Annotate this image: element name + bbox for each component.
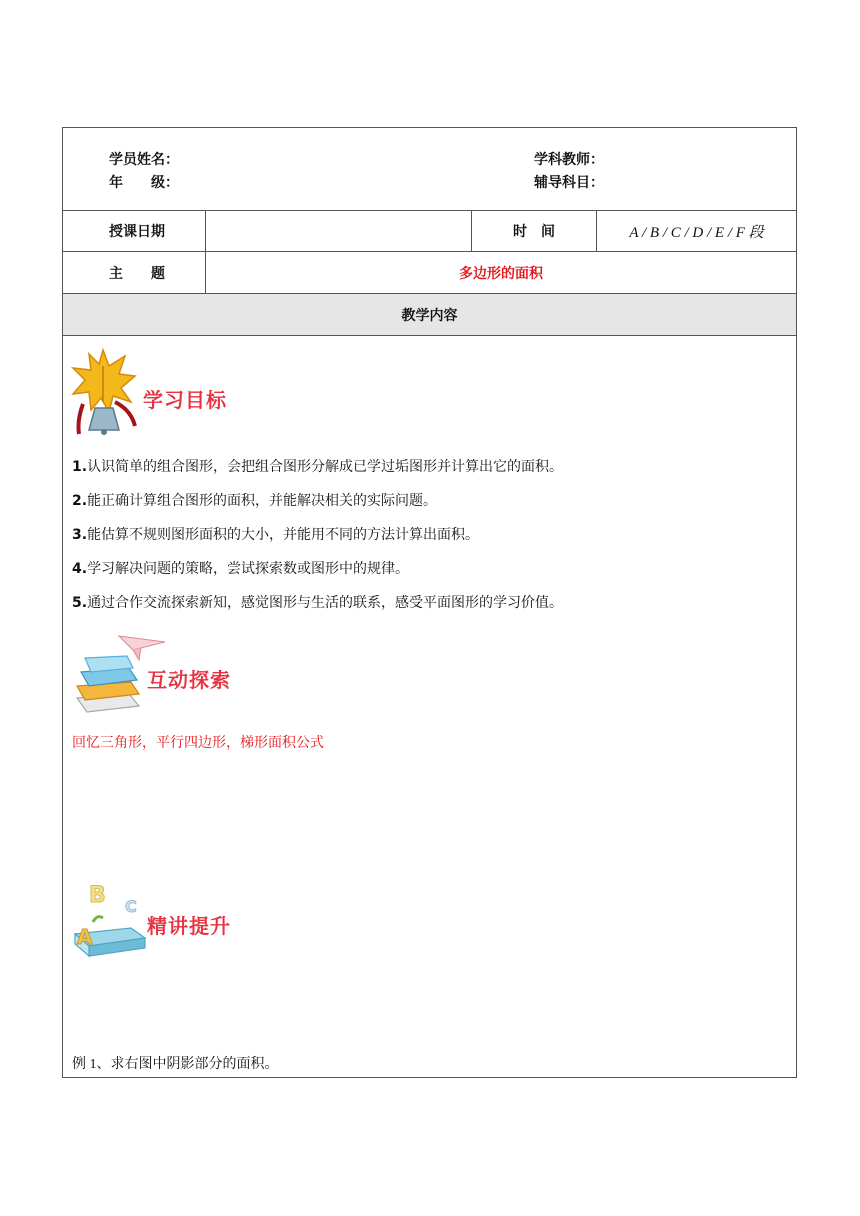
topic-label: 主 题 xyxy=(109,265,165,282)
objective-item: 3.能估算不规则图形面积的大小，并能用不同的方法计算出面积。 xyxy=(72,527,480,543)
time-label: 时 间 xyxy=(513,224,555,240)
svg-text:C: C xyxy=(125,897,137,916)
objective-item: 5.通过合作交流探索新知，感觉图形与生活的联系，感受平面图形的学习价值。 xyxy=(72,595,564,611)
date-label: 授课日期 xyxy=(109,224,165,240)
recall-text: 回忆三角形，平行四边形，梯形面积公式 xyxy=(72,736,324,751)
content-header-row xyxy=(63,294,796,336)
lesson-sheet xyxy=(62,127,797,1078)
example-1-text: 例 1、求右图中阴影部分的面积。 xyxy=(72,1057,279,1072)
student-info-row xyxy=(63,128,796,211)
student-name-label: 学员姓名： xyxy=(109,152,179,168)
time-slot-value: A / B / C / D / E / F 段 xyxy=(629,224,764,241)
subject-label: 辅导科目： xyxy=(534,175,604,191)
svg-text:B: B xyxy=(89,883,106,908)
objective-item: 1.认识简单的组合图形，会把组合图形分解成已学过垢图形并计算出它的面积。 xyxy=(72,459,564,475)
schedule-row xyxy=(63,211,796,252)
content-header: 教学内容 xyxy=(401,307,458,324)
date-value xyxy=(206,211,471,251)
objective-item: 2.能正确计算组合图形的面积，并能解决相关的实际问题。 xyxy=(72,493,438,509)
topic-value: 多边形的面积 xyxy=(459,265,543,282)
topic-row xyxy=(63,252,796,294)
objectives-title: 学习目标 xyxy=(143,388,227,412)
teacher-label: 学科教师： xyxy=(534,152,604,168)
explore-title: 互动探索 xyxy=(147,668,231,692)
lecture-title: 精讲提升 xyxy=(147,914,231,938)
abc-book-icon xyxy=(71,878,151,960)
objective-item: 4.学习解决问题的策略，尝试探索数或图形中的规律。 xyxy=(72,561,410,577)
svg-text:A: A xyxy=(77,925,93,949)
maple-leaf-bell-icon xyxy=(69,346,139,438)
grade-label: 年 级： xyxy=(109,175,179,191)
